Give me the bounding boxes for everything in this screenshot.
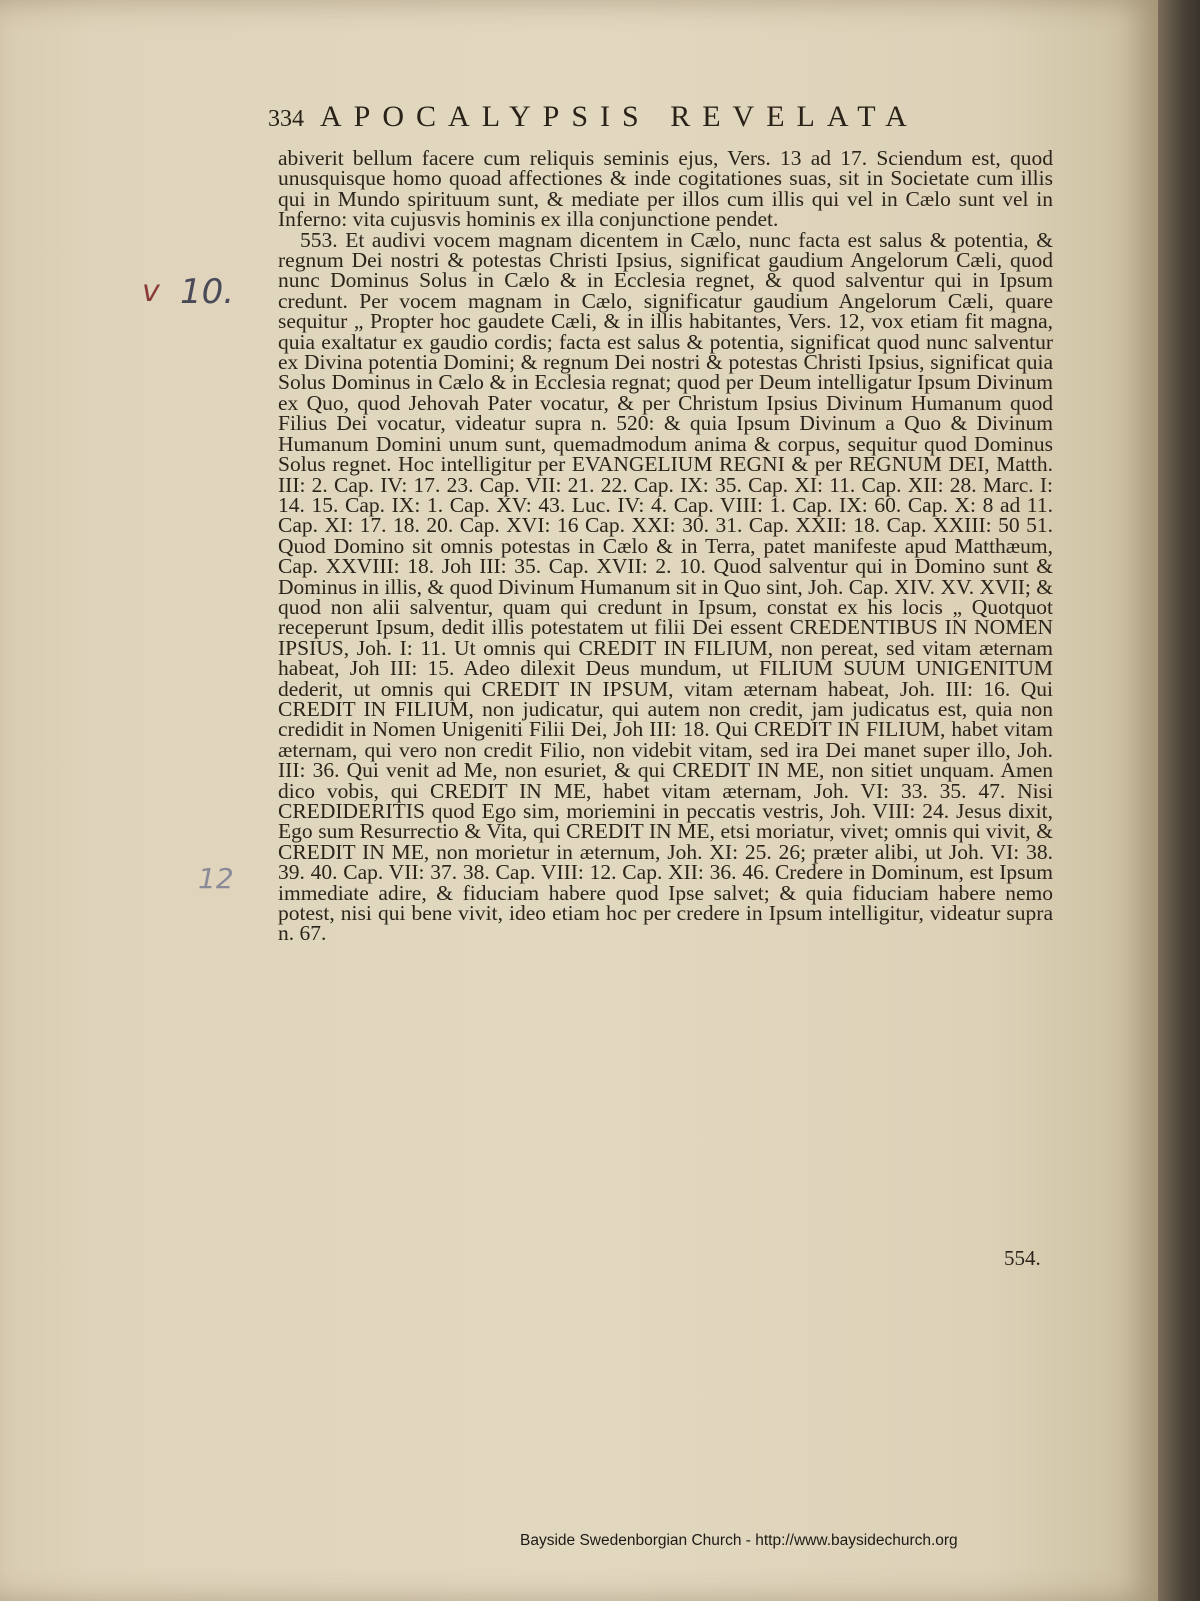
catchword: 554. (1004, 1246, 1041, 1270)
footer-credit: Bayside Swedenborgian Church - http://www.baysidechurch.org (520, 1532, 958, 1549)
page-header (268, 100, 1068, 140)
running-title: APOCALYPSIS REVELATA (320, 100, 919, 133)
page-number: 334 (268, 106, 304, 132)
book-gutter (1158, 0, 1200, 1601)
margin-note-12: 12 (198, 862, 234, 895)
margin-note-v: v (142, 274, 160, 309)
body-text (278, 148, 1053, 944)
paragraph-553: 553. Et audivi vocem magnam dicentem in Cælo, nunc facta est salus & potentia, & regnum Dei nostri & potestas Christi Ipsius, significat gaudium Angelorum Cæli, quod nunc Dominus Solus in Cælo & in Ecclesia regnet, & quod salventur qui in Ipsum credunt. Per vocem magnam in Cælo, significatur gaudium Angelorum Cæli, quare sequitur „ Propter hoc gaudete Cæli, & in illis habitantes, Vers. 12, vox etiam fit magna, quia exaltatur ex gaudio cordis; facta est salus & potentia, significat quod nunc salventur ex Divina potentia Domini; & regnum Dei nostri & potestas Christi Ipsius, significat quia Solus Dominus in Cælo & in Ecclesia regnat; quod per Deum intelligatur Ipsum Divinum ex Quo, quod Jehovah Pater vocatur, & per Christum Ipsius Divinum Humanum quod Filius Dei vocatur, videatur supra n. 520: & quia Ipsum Divinum a Quo & Divinum Humanum Domini unum sunt, quemadmodum anima & corpus, sequitur quod Dominus Solus regnet. Hoc intelligitur per EVANGELIUM REGNI & per REGNUM DEI, Matth. III: 2. Cap. IV: 17. 23. Cap. VII: 21. 22. Cap. IX: 35. Cap. XI: 11. Cap. XII: 28. Marc. I: 14. 15. Cap. IX: 1. Cap. XV: 43. Luc. IV: 4. Cap. VIII: 1. Cap. IX: 60. Cap. X: 8 ad 11. Cap. XI: 17. 18. 20. Cap. XVI: 16 Cap. XXI: 30. 31. Cap. XXII: 18. Cap. XXIII: 50 51. Quod Domino sit omnis potestas in Cælo & in Terra, patet manifeste apud Matthæum, Cap. XXVIII: 18. Joh III: 35. Cap. XVII: 2. 10. Quod salventur qui in Domino sunt & Dominus in illis, & quod Divinum Humanum sit in Quo sint, Joh. Cap. XIV. XV. XVII; & quod non alii salventur, quam qui credunt in Ipsum, constat ex his locis „ Quotquot receperunt Ipsum, dedit illis potestatem ut filii Dei essent CREDENTIBUS IN NOMEN IPSIUS, Joh. I: 11. Ut omnis qui CREDIT IN FILIUM, non pereat, sed vitam æternam habeat, Joh III: 15. Adeo dilexit Deus mundum, ut FILIUM SUUM UNIGENITUM dederit, ut omnis qui CREDIT IN IPSUM, vitam æternam habeat, Joh. III: 16. Qui CREDIT IN FILIUM, non judicatur, qui autem non credit, jam judicatus est, quia non credidit in Nomen Unigeniti Filii Dei, Joh III: 18. Qui CREDIT IN FILIUM, habet vitam æternam, qui vero non credit Filio, non videbit vitam, sed ira Dei manet super illo, Joh. III: 36. Qui venit ad Me, non esuriet, & qui CREDIT IN ME, non sitiet unquam. Amen dico vobis, qui CREDIT IN ME, habet vitam æternam, Joh. VI: 33. 35. 47. Nisi CREDIDERITIS quod Ego sim, moriemini in peccatis vestris, Joh. VIII: 24. Jesus dixit, Ego sum Resurrectio & Vita, qui CREDIT IN ME, etsi moriatur, vivet; omnis qui vivit, & CREDIT IN ME, non morietur in æternum, Joh. XI: 25. 26; præter alibi, ut Joh. VI: 38. 39. 40. Cap. VII: 37. 38. Cap. VIII: 12. Cap. XII: 36. 46. Credere in Dominum, est Ipsum immediate adire, & fiduciam habere quod Ipse salvet; & quia fiduciam habere nemo potest, nisi qui bene vivit, ideo etiam hoc per credere in Ipsum intelligitur, videatur supra n. 67. (278, 227, 1053, 946)
paragraph-continuation: abiverit bellum facere cum reliquis seminis ejus, Vers. 13 ad 17. Sciendum est, quod unusquisque homo quoad affectiones & inde cogitationes suas, sit in Societate cum illis qui in Mundo spirituum sunt, & mediate per illos cum illis qui vel in Cælo sunt vel in Inferno: vita cujusvis hominis ex illa conjunctione pendet. (278, 146, 1053, 232)
margin-note-10: 10. (180, 272, 235, 312)
